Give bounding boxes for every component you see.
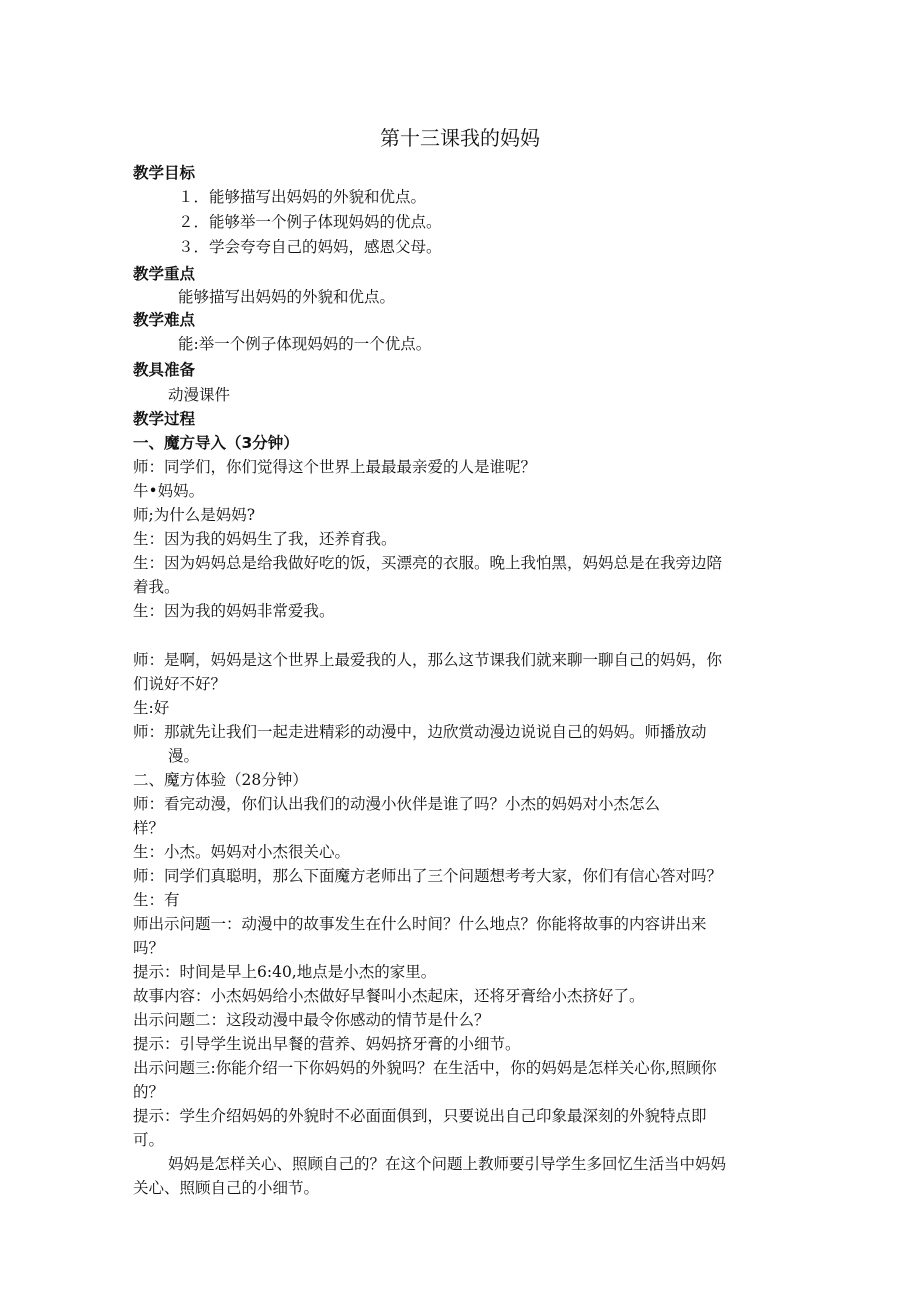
focus-text: 能够描写出妈妈的外貌和优点。 (178, 288, 396, 306)
difficulty-heading: 教学难点 (133, 311, 196, 329)
dialogue-line: 师出示问题一：动漫中的故事发生在什么时间？什么地点？你能将故事的内容讲出来 (133, 915, 707, 933)
materials-heading: 教具准备 (133, 361, 196, 379)
dialogue-line: 生：小杰。妈妈对小杰很关心。 (133, 843, 351, 861)
dialogue-line: 师：那就先让我们一起走进精彩的动漫中，边欣赏动漫边说说自己的妈妈。师播放动 (133, 723, 707, 741)
dialogue-line: 着我。 (133, 578, 180, 596)
goal-item: １．能够描写出妈妈的外貌和优点。 (178, 188, 427, 206)
dialogue-line: 师：看完动漫，你们认出我们的动漫小伙伴是谁了吗？小杰的妈妈对小杰怎么 (133, 795, 661, 813)
dialogue-line: 样？ (133, 819, 165, 837)
section1-heading: 一、魔方导入（3分钟） (133, 434, 299, 452)
dialogue-line: 漫。 (168, 747, 200, 765)
goal-item: ２．能够举一个例子体现妈妈的优点。 (178, 213, 442, 231)
process-heading: 教学过程 (133, 410, 196, 428)
dialogue-line: 生:好 (133, 699, 170, 717)
dialogue-line: 故事内容：小杰妈妈给小杰做好早餐叫小杰起床，还将牙膏给小杰挤好了。 (133, 987, 645, 1005)
dialogue-line: 的？ (133, 1083, 165, 1101)
materials-text: 动漫课件 (168, 386, 231, 404)
dialogue-line: 师;为什么是妈妈? (133, 506, 256, 524)
dialogue-line: 师：是啊，妈妈是这个世界上最爱我的人，那么这节课我们就来聊一聊自己的妈妈，你 (133, 651, 723, 669)
dialogue-line: 生：因为我的妈妈生了我，还养育我。 (133, 530, 397, 548)
dialogue-line: 可。 (133, 1131, 165, 1149)
dialogue-line: 师：同学们真聪明，那么下面魔方老师出了三个问题想考考大家，你们有信心答对吗？ (133, 867, 723, 885)
dialogue-line: 生：因为妈妈总是给我做好吃的饭，买漂亮的衣服。晚上我怕黑，妈妈总是在我旁边陪 (133, 554, 723, 572)
goals-heading: 教学目标 (133, 164, 196, 182)
dialogue-line: 们说好不好？ (133, 675, 227, 693)
dialogue-line: 提示：时间是早上6:40,地点是小杰的家里。 (133, 963, 437, 981)
dialogue-line: 生：有 (133, 891, 180, 909)
paragraph-line: 妈妈是怎样关心、照顾自己的？在这个问题上教师要引导学生多回忆生活当中妈妈 (168, 1155, 727, 1173)
dialogue-line: 出示问题二：这段动漫中最令你感动的情节是什么？ (133, 1011, 490, 1029)
goal-item: ３．学会夸夸自己的妈妈，感恩父母。 (178, 238, 442, 256)
page-title: 第十三课我的妈妈 (380, 126, 540, 150)
dialogue-line: 提示：学生介绍妈妈的外貌时不必面面俱到，只要说出自己印象最深刻的外貌特点即 (133, 1107, 707, 1125)
dialogue-line: 出示问题三:你能介绍一下你妈妈的外貌吗？在生活中，你的妈妈是怎样关心你,照顾你 (133, 1059, 717, 1077)
paragraph-line: 关心、照顾自己的小细节。 (133, 1179, 320, 1197)
dialogue-line: 生：因为我的妈妈非常爱我。 (133, 602, 335, 620)
dialogue-line: 吗？ (133, 939, 165, 957)
focus-heading: 教学重点 (133, 265, 196, 283)
dialogue-line: 师：同学们，你们觉得这个世界上最最最亲爱的人是谁呢？ (133, 458, 537, 476)
difficulty-text: 能:举一个例子体现妈妈的一个优点。 (178, 335, 432, 353)
section2-heading: 二、魔方体验（28分钟） (133, 771, 308, 789)
dialogue-line: 牛•妈妈。 (133, 482, 205, 500)
dialogue-line: 提示：引导学生说出早餐的营养、妈妈挤牙膏的小细节。 (133, 1035, 521, 1053)
